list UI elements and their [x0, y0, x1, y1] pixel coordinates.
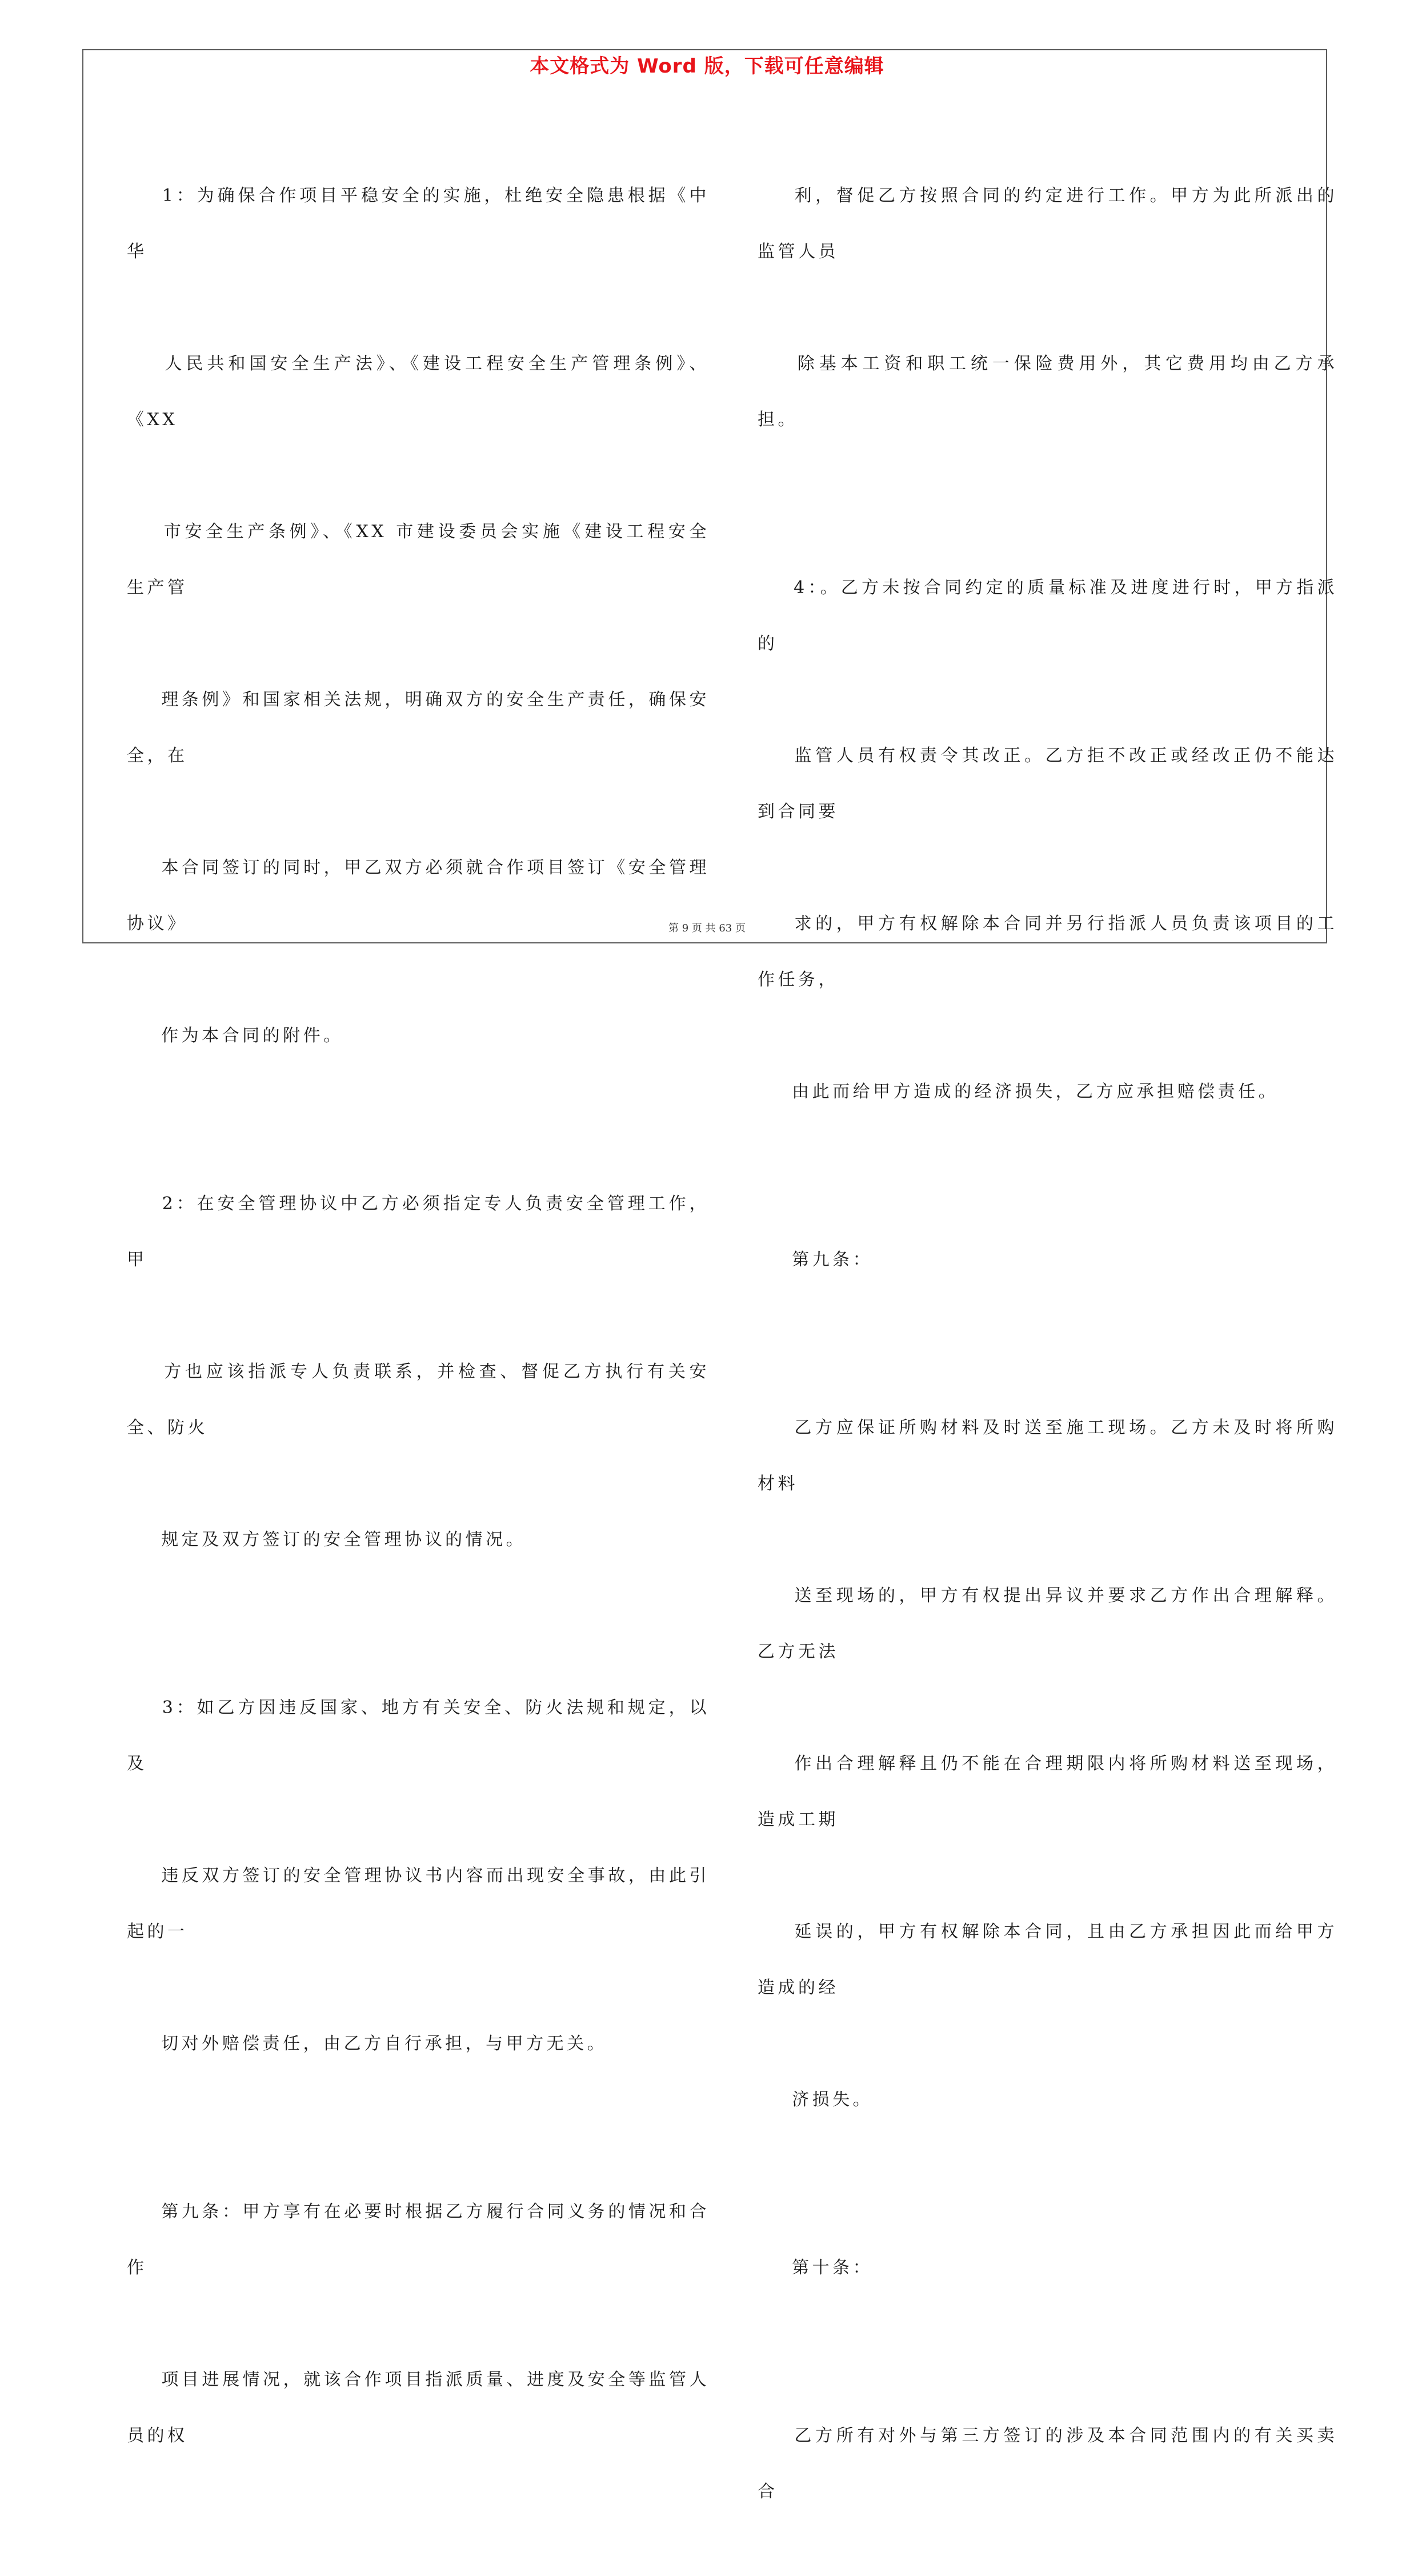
text-line: 乙方所有对外与第三方签订的涉及本合同范围内的有关买卖合 — [758, 2426, 1337, 2502]
text-line: 理条例》和国家相关法规，明确双方的安全生产责任，确保安全，在 — [127, 690, 710, 766]
text-line: 本合同签订的同时，甲乙双方必须就合作项目签订《安全管理协议》 — [127, 858, 710, 934]
text-line: 违反双方签订的安全管理协议书内容而出现安全事故，由此引起的一 — [127, 1866, 710, 1942]
paragraph-materials-delivery — [758, 1344, 1337, 2184]
paragraph-third-party-contracts — [758, 2352, 1337, 2576]
text-line: 规定及双方签订的安全管理协议的情况。 — [161, 1530, 527, 1550]
text-line: 作出合理解释且仍不能在合理期限内将所购材料送至现场，造成工期 — [758, 1754, 1337, 1830]
text-line: 延误的，甲方有权解除本合同，且由乙方承担因此而给甲方造成的经 — [758, 1922, 1337, 1998]
text-line: 第九条： — [792, 1250, 874, 1270]
text-line: 监管人员有权责令其改正。乙方拒不改正或经改正仍不能达到合同要 — [758, 746, 1337, 822]
paragraph-continuation — [758, 112, 1337, 504]
paragraph-clause-1 — [127, 112, 710, 1120]
text-line: 作为本合同的附件。 — [161, 1026, 344, 1046]
word-format-banner: 本文格式为 Word 版，下载可任意编辑 — [530, 55, 884, 78]
left-text-column — [127, 112, 710, 2520]
text-line: 除基本工资和职工统一保险费用外，其它费用均由乙方承担。 — [758, 354, 1337, 430]
paragraph-clause-4 — [758, 504, 1337, 1176]
text-line: 1：为确保合作项目平稳安全的实施，杜绝安全隐患根据《中华 — [127, 186, 710, 262]
text-line: 由此而给甲方造成的经济损失，乙方应承担赔偿责任。 — [792, 1082, 1279, 1102]
text-line: 2：在安全管理协议中乙方必须指定专人负责安全管理工作，甲 — [127, 1194, 710, 1270]
text-line: 济损失。 — [792, 2090, 874, 2110]
text-line: 3：如乙方因违反国家、地方有关安全、防火法规和规定，以及 — [127, 1698, 710, 1774]
text-line: 人民共和国安全生产法》、《建设工程安全生产管理条例》、《XX — [127, 354, 710, 430]
paragraph-clause-3 — [127, 1624, 710, 2128]
text-line: 第十条： — [792, 2258, 874, 2278]
article-heading-10 — [758, 2184, 1337, 2352]
paragraph-clause-2 — [127, 1120, 710, 1624]
page-number-footer: 第 9 页 共 63 页 — [668, 922, 746, 934]
text-line: 方也应该指派专人负责联系，并检查、督促乙方执行有关安全、防火 — [127, 1362, 710, 1438]
text-line: 乙方应保证所购材料及时送至施工现场。乙方未及时将所购材料 — [758, 1418, 1337, 1494]
text-line: 4：。乙方未按合同约定的质量标准及进度进行时，甲方指派的 — [758, 578, 1337, 654]
text-line: 送至现场的，甲方有权提出异议并要求乙方作出合理解释。乙方无法 — [758, 1586, 1337, 1662]
text-line: 第九条：甲方享有在必要时根据乙方履行合同义务的情况和合作 — [127, 2202, 710, 2278]
text-line: 切对外赔偿责任，由乙方自行承担，与甲方无关。 — [161, 2034, 608, 2054]
article-heading-9 — [758, 1176, 1337, 1344]
paragraph-article-9 — [127, 2128, 710, 2520]
text-line: 利，督促乙方按照合同的约定进行工作。甲方为此所派出的监管人员 — [758, 186, 1337, 262]
text-line: 项目进展情况，就该合作项目指派质量、进度及安全等监管人员的权 — [127, 2370, 710, 2446]
text-line: 求的，甲方有权解除本合同并另行指派人员负责该项目的工作任务， — [758, 914, 1337, 990]
text-line: 市安全生产条例》、《XX 市建设委员会实施《建设工程安全生产管 — [127, 522, 710, 598]
right-text-column — [758, 112, 1337, 2576]
